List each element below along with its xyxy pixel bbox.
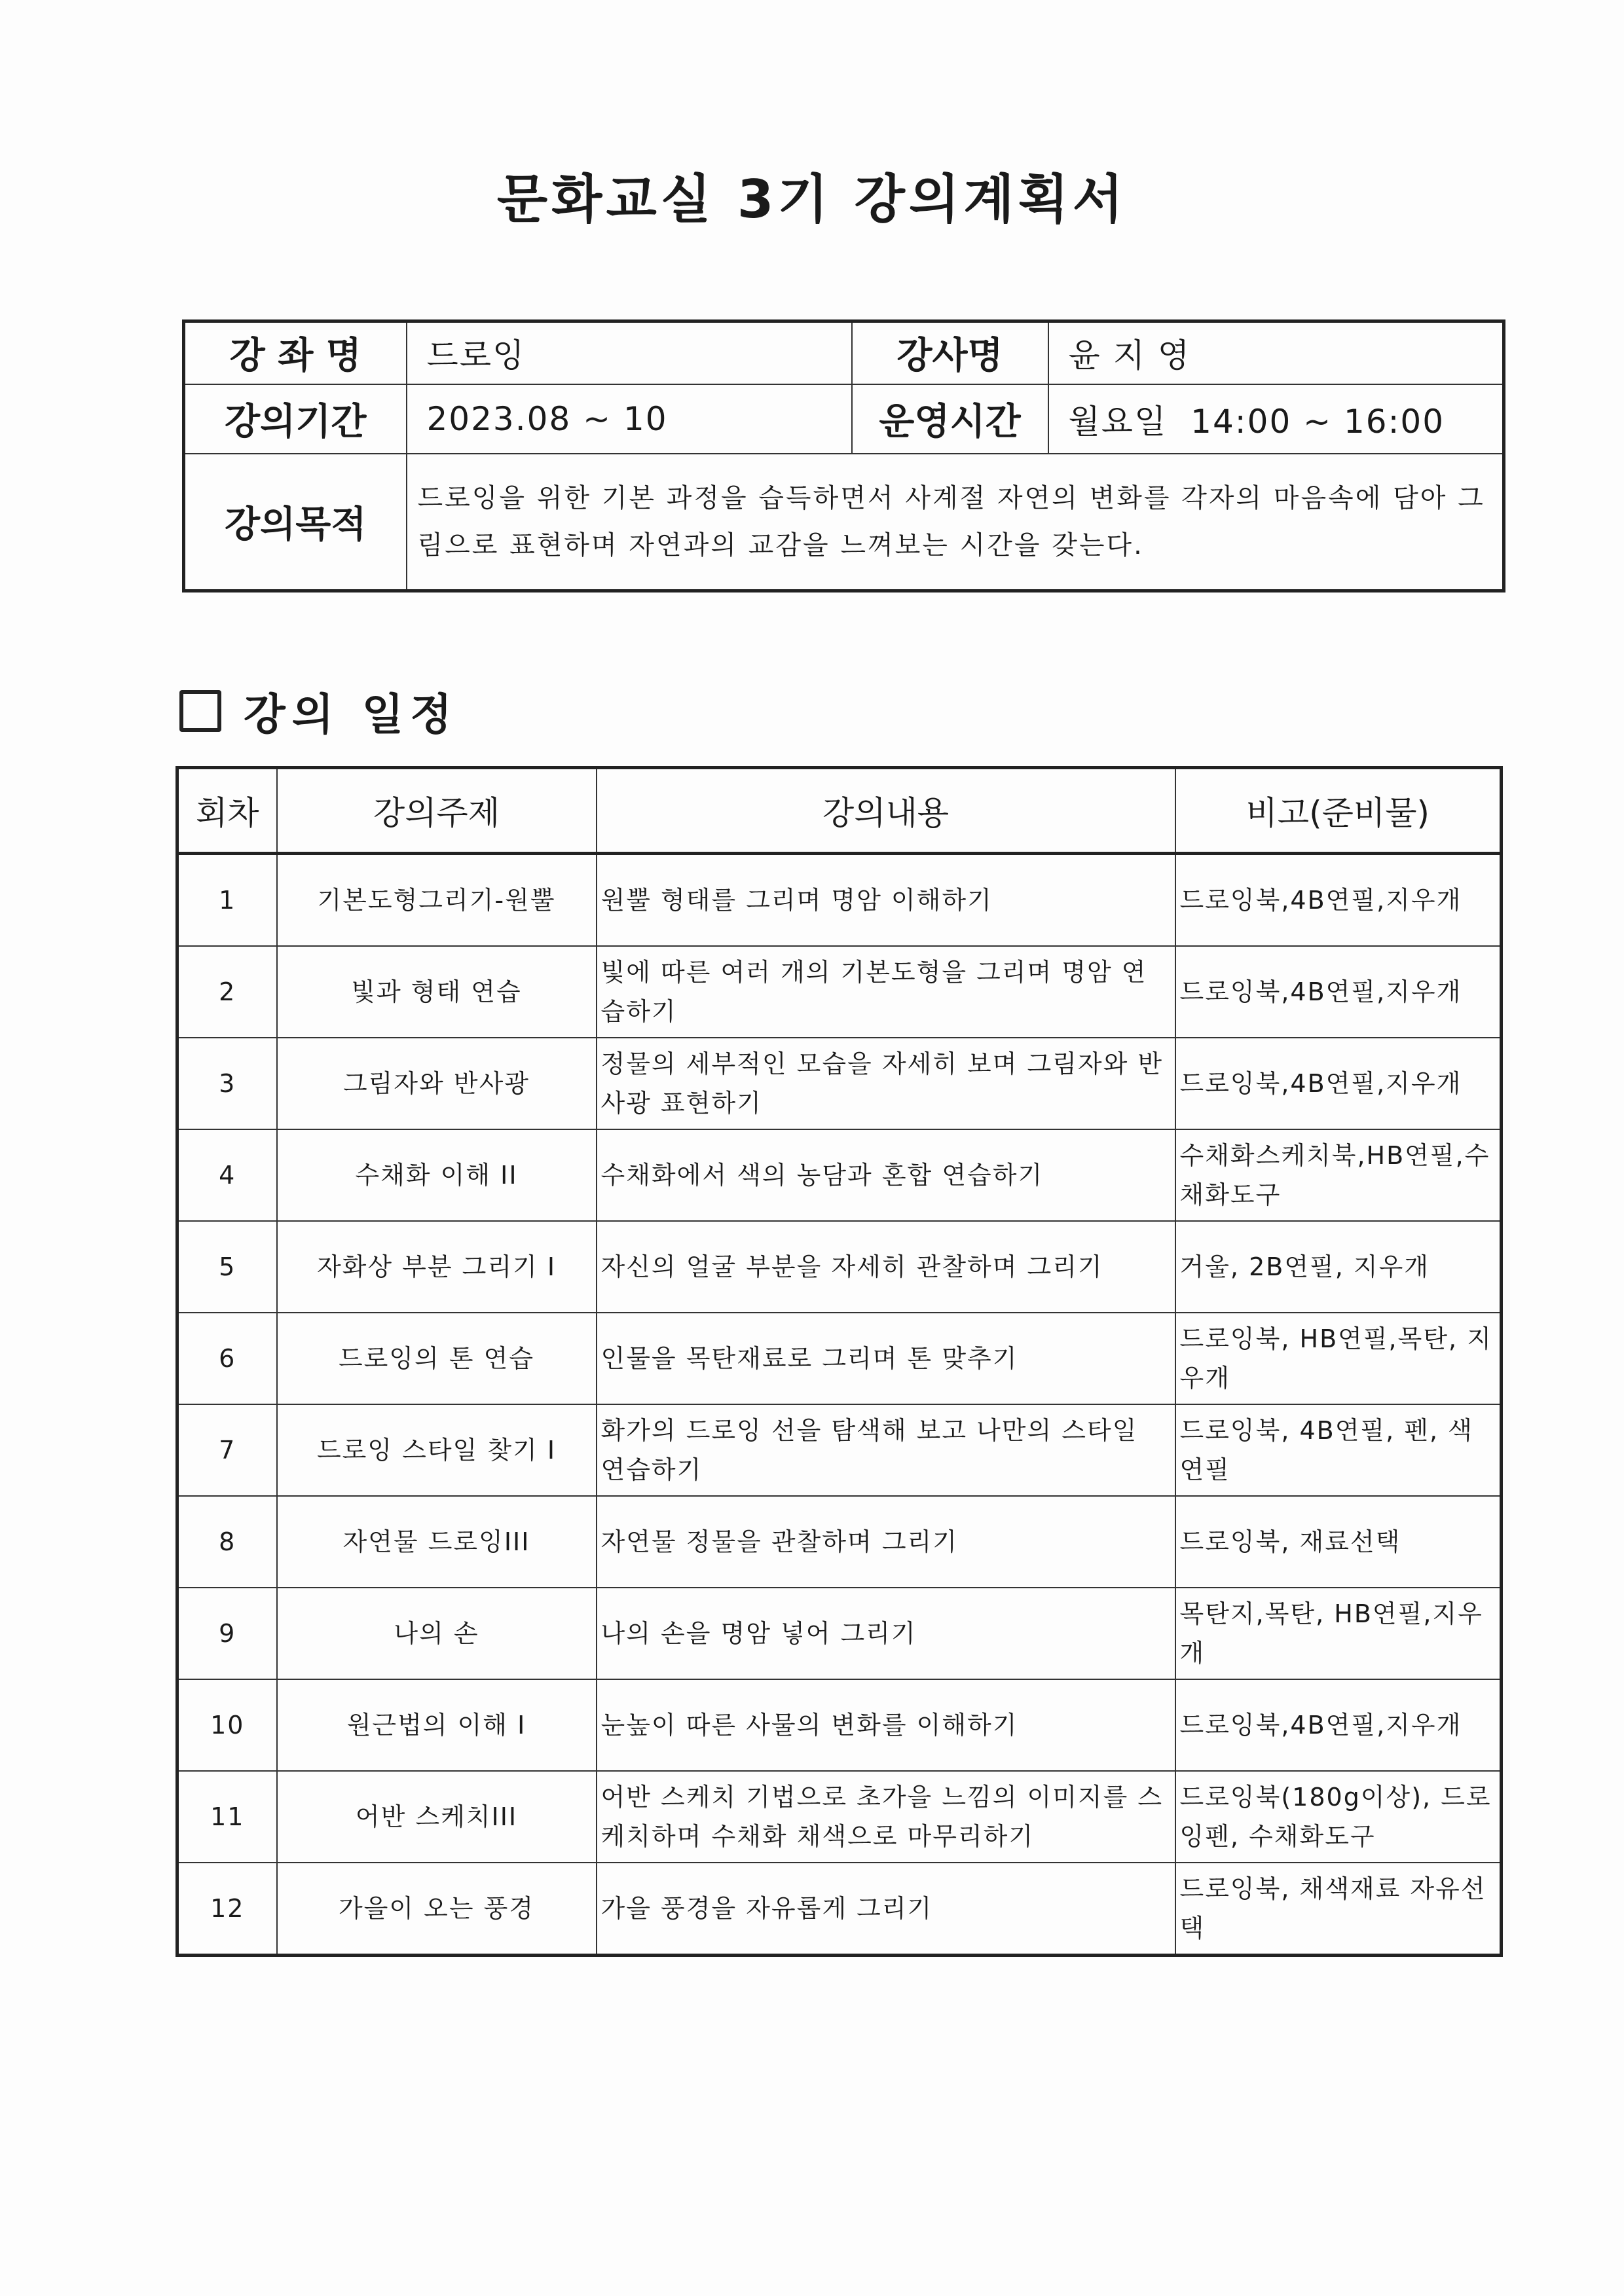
session-content: 빛에 따른 여러 개의 기본도형을 그리며 명암 연습하기 [597, 946, 1175, 1038]
page-title: 문화교실 3기 강의계획서 [496, 169, 1128, 230]
session-prep: 드로잉북,4B연필,지우개 [1175, 1679, 1502, 1771]
session-content: 자연물 정물을 관찰하며 그리기 [597, 1496, 1175, 1588]
section-title: 강의 일정 [244, 689, 459, 740]
table-row [177, 1863, 1502, 1956]
session-number: 11 [177, 1771, 277, 1863]
time-label: 운영시간 [852, 384, 1048, 454]
session-number: 10 [177, 1679, 277, 1771]
instructor-label: 강사명 [852, 321, 1048, 384]
session-prep: 수채화스케치북,HB연필,수채화도구 [1175, 1129, 1502, 1221]
session-topic: 드로잉의 톤 연습 [277, 1313, 597, 1404]
session-content: 나의 손을 명암 넣어 그리기 [597, 1588, 1175, 1679]
session-number: 2 [177, 946, 277, 1038]
header-content: 강의내용 [597, 768, 1175, 854]
header-prep: 비고(준비물) [1175, 768, 1502, 854]
session-number: 9 [177, 1588, 277, 1679]
session-topic: 드로잉 스타일 찾기 I [277, 1404, 597, 1496]
session-content: 원뿔 형태를 그리며 명암 이해하기 [597, 854, 1175, 947]
table-row [177, 1588, 1502, 1679]
course-name-value: 드로잉 [407, 321, 852, 384]
session-topic: 수채화 이해 II [277, 1129, 597, 1221]
session-number: 1 [177, 854, 277, 947]
session-prep: 드로잉북,4B연필,지우개 [1175, 854, 1502, 947]
session-content: 정물의 세부적인 모습을 자세히 보며 그림자와 반사광 표현하기 [597, 1038, 1175, 1129]
session-prep: 목탄지,목탄, HB연필,지우개 [1175, 1588, 1502, 1679]
table-row [177, 1404, 1502, 1496]
table-row [177, 1221, 1502, 1313]
table-row [177, 854, 1502, 947]
session-prep: 드로잉북,4B연필,지우개 [1175, 1038, 1502, 1129]
course-info-table [182, 319, 1505, 592]
session-content: 화가의 드로잉 선을 탐색해 보고 나만의 스타일 연습하기 [597, 1404, 1175, 1496]
purpose-label: 강의목적 [184, 454, 407, 591]
table-row [177, 1038, 1502, 1129]
period-value: 2023.08 ~ 10 [407, 384, 852, 454]
period-label: 강의기간 [184, 384, 407, 454]
session-number: 12 [177, 1863, 277, 1956]
schedule-section-heading [179, 680, 458, 742]
session-content: 가을 풍경을 자유롭게 그리기 [597, 1863, 1175, 1956]
session-content: 어반 스케치 기법으로 초가을 느낌의 이미지를 스케치하며 수채화 채색으로 마무리하기 [597, 1771, 1175, 1863]
session-prep: 드로잉북, 재료선택 [1175, 1496, 1502, 1588]
session-prep: 거울, 2B연필, 지우개 [1175, 1221, 1502, 1313]
session-prep: 드로잉북, HB연필,목탄, 지우개 [1175, 1313, 1502, 1404]
session-prep: 드로잉북, 채색재료 자유선택 [1175, 1863, 1502, 1956]
session-topic: 기본도형그리기-원뿔 [277, 854, 597, 947]
session-content: 수채화에서 색의 농담과 혼합 연습하기 [597, 1129, 1175, 1221]
session-prep: 드로잉북,4B연필,지우개 [1175, 946, 1502, 1038]
session-topic: 가을이 오는 풍경 [277, 1863, 597, 1956]
session-content: 인물을 목탄재료로 그리며 톤 맞추기 [597, 1313, 1175, 1404]
session-number: 5 [177, 1221, 277, 1313]
session-number: 4 [177, 1129, 277, 1221]
session-content: 자신의 얼굴 부분을 자세히 관찰하며 그리기 [597, 1221, 1175, 1313]
header-session: 회차 [177, 768, 277, 854]
header-topic: 강의주제 [277, 768, 597, 854]
session-topic: 그림자와 반사광 [277, 1038, 597, 1129]
instructor-value: 윤 지 영 [1048, 321, 1504, 384]
session-topic: 나의 손 [277, 1588, 597, 1679]
session-topic: 원근법의 이해 I [277, 1679, 597, 1771]
session-topic: 자화상 부분 그리기 I [277, 1221, 597, 1313]
table-row [177, 946, 1502, 1038]
purpose-value: 드로잉을 위한 기본 과정을 습득하면서 사계절 자연의 변화를 각자의 마음속에 담아 그림으로 표현하며 자연과의 교감을 느껴보는 시간을 갖는다. [407, 454, 1504, 591]
session-number: 3 [177, 1038, 277, 1129]
session-number: 6 [177, 1313, 277, 1404]
checkbox-icon [179, 690, 221, 732]
time-value: 월요일 14:00 ~ 16:00 [1048, 384, 1504, 454]
schedule-header-row [177, 768, 1502, 854]
table-row [177, 1129, 1502, 1221]
session-number: 7 [177, 1404, 277, 1496]
session-content: 눈높이 따른 사물의 변화를 이해하기 [597, 1679, 1175, 1771]
table-row [177, 1771, 1502, 1863]
table-row [177, 1496, 1502, 1588]
session-topic: 자연물 드로잉III [277, 1496, 597, 1588]
session-prep: 드로잉북, 4B연필, 펜, 색연필 [1175, 1404, 1502, 1496]
table-row [177, 1679, 1502, 1771]
table-row [177, 1313, 1502, 1404]
session-topic: 어반 스케치III [277, 1771, 597, 1863]
session-topic: 빛과 형태 연습 [277, 946, 597, 1038]
session-number: 8 [177, 1496, 277, 1588]
course-name-label: 강 좌 명 [184, 321, 407, 384]
session-prep: 드로잉북(180g이상), 드로잉펜, 수채화도구 [1175, 1771, 1502, 1863]
schedule-table [175, 766, 1503, 1957]
